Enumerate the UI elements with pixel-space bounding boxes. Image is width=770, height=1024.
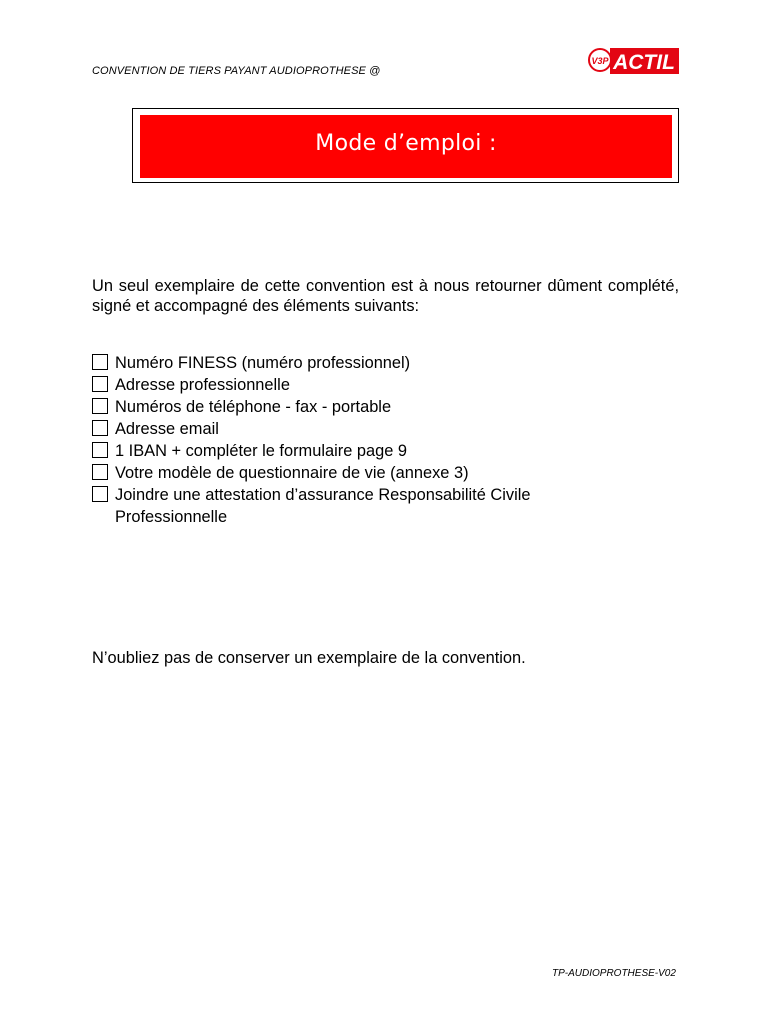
checklist-item-label: Adresse professionnelle [115, 376, 290, 394]
checkbox[interactable] [92, 486, 108, 502]
intro-paragraph: Un seul exemplaire de cette convention est à nous retourner dûment complété, signé et accompagné des éléments suivants: [92, 277, 679, 315]
logo-wordmark: ACTIL [613, 51, 675, 74]
checkbox[interactable] [92, 398, 108, 414]
checkbox[interactable] [92, 354, 108, 370]
checkbox[interactable] [92, 464, 108, 480]
checklist-item [92, 440, 679, 462]
checklist-item [92, 418, 679, 440]
document-header-title: CONVENTION DE TIERS PAYANT AUDIOPROTHESE @ [92, 65, 381, 77]
page-title: Mode d’emploi : [315, 131, 497, 156]
required-documents-checklist [92, 352, 679, 528]
document-reference: TP-AUDIOPROTHESE-V02 [552, 968, 676, 979]
checklist-item [92, 484, 679, 528]
checklist-item-label: Votre modèle de questionnaire de vie (annexe 3) [115, 464, 469, 482]
checklist-item [92, 374, 679, 396]
checklist-item [92, 352, 679, 374]
reminder-text: N’oubliez pas de conserver un exemplaire de la convention. [92, 649, 526, 667]
logo-badge-text: V3P [591, 56, 609, 66]
checkbox[interactable] [92, 376, 108, 392]
checkbox[interactable] [92, 442, 108, 458]
checklist-item-label: Adresse email [115, 420, 219, 438]
checklist-item-label: Numéro FINESS (numéro professionnel) [115, 354, 411, 372]
checklist-item [92, 462, 679, 484]
actil-logo [586, 44, 680, 76]
checklist-item-label: Numéros de téléphone - fax - portable [115, 398, 392, 416]
checkbox[interactable] [92, 420, 108, 436]
checklist-item-label: 1 IBAN + compléter le formulaire page 9 [115, 442, 407, 460]
title-banner [140, 115, 672, 178]
checklist-item [92, 396, 679, 418]
checklist-item-label: Joindre une attestation d’assurance Responsabilité Civile Professionnelle [115, 486, 531, 526]
